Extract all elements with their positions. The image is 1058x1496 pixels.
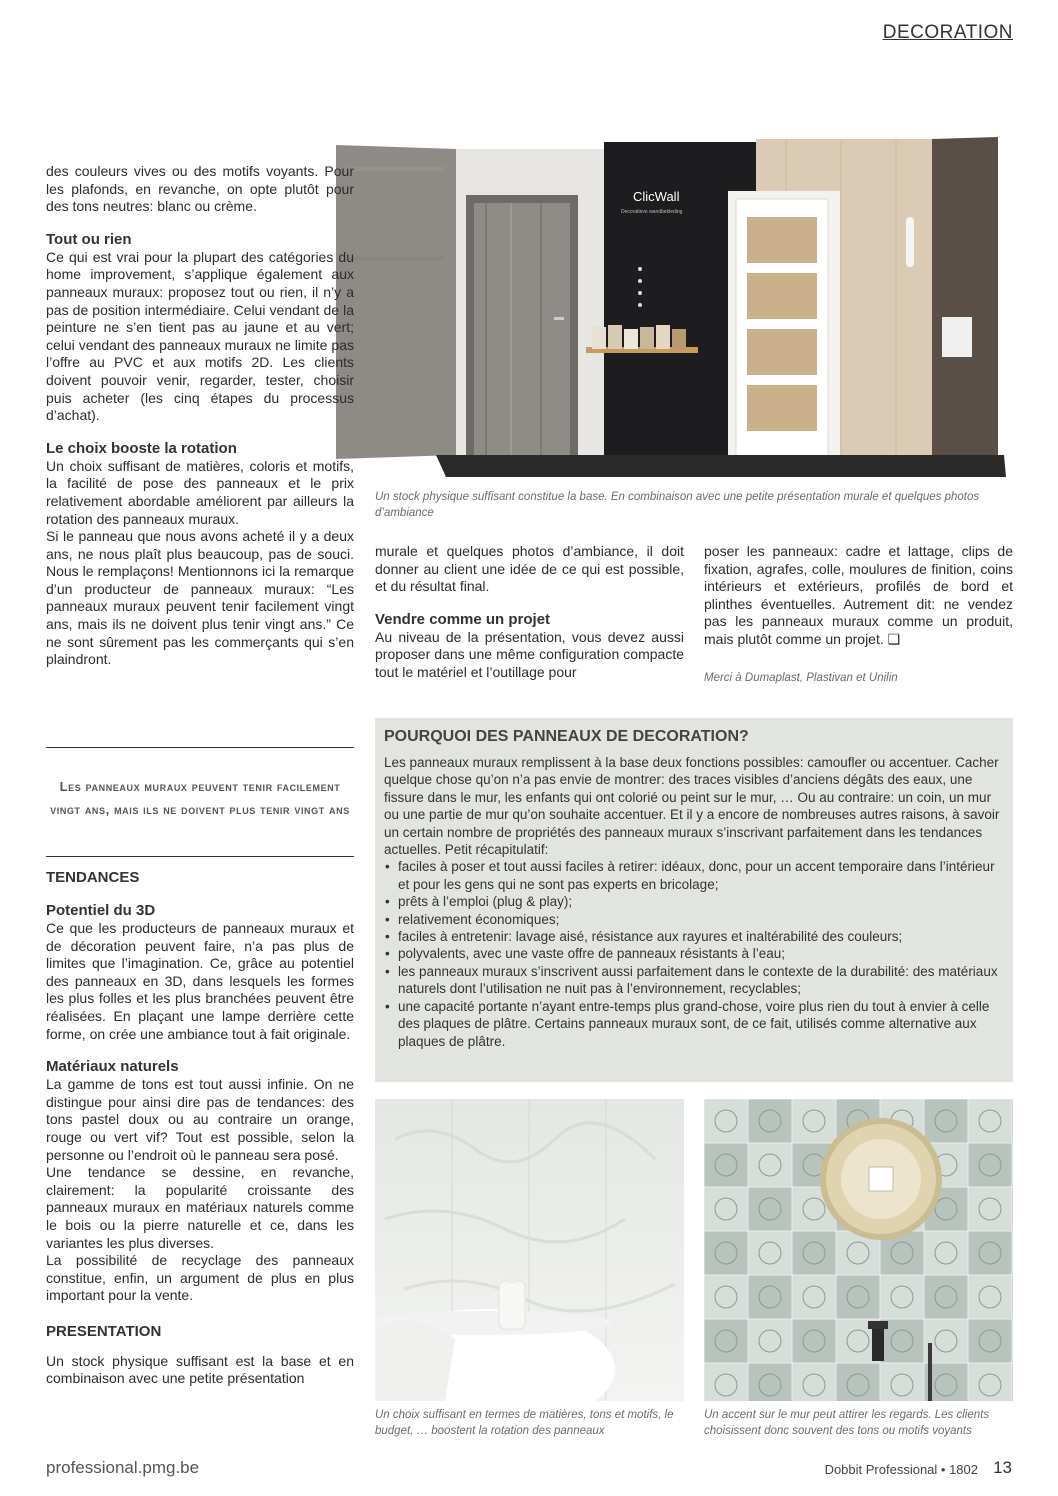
- paragraph-tout-ou-rien: Ce qui est vrai pour la plupart des catégories du home improvement, s’applique également aux panneaux muraux: proposez tout ou rien, il n’y a pas de position intermédiaire. Celui vendant de la peinture ne s’en tient pas au jaune et au vert; celui vendant des panneaux muraux ne limite pas l’offre au PVC et aux motifs 2D. Les clients doivent pouvoir venir, regarder, tester, choisir puis acheter (les cinq étapes du processus d’achat).: [46, 248, 354, 424]
- tiles-caption: Un accent sur le mur peut attirer les regards. Les clients choisissent donc souvent des tons ou motifs voyants: [704, 1409, 990, 1437]
- credit-line: Merci à Dumaplast, Plastivan et Unilin: [704, 672, 898, 684]
- list-item: • prêts à l’emploi (plug & play);: [384, 893, 1003, 910]
- heading-vendre-projet: Vendre comme un projet: [375, 610, 551, 628]
- list-item: • les panneaux muraux s’inscrivent aussi parfaitement dans le contexte de la durabilité: des matériaux naturels dont l’utilisation ne nuit pas à l’environnement, recyclables;: [384, 963, 1003, 998]
- left-column: [46, 163, 354, 669]
- intro-paragraph: des couleurs vives ou des motifs voyants. Pour les plafonds, en revanche, on opte plutôt pour des tons neutres: blanc ou crème.: [46, 163, 354, 215]
- paragraph-right-continued: poser les panneaux: cadre et lattage, clips de fixation, agrafes, colle, moulures de finition, coins intérieurs et extérieurs, profilés de bord et plinthes éventuelles. Autrement dit: ne vendez pas les panneaux muraux comme un produit, mais plutôt comme un projet. ❑: [704, 543, 1013, 647]
- heading-potentiel-3d: Potentiel du 3D: [46, 902, 156, 919]
- left-column-lower: [46, 851, 354, 1388]
- info-box-title: POURQUOI DES PANNEAUX DE DECORATION?: [384, 728, 749, 745]
- info-box: [375, 718, 1013, 1082]
- showroom-photo: [336, 137, 1006, 477]
- clicwall-logo-text: ClicWall: [633, 189, 680, 204]
- bathroom-caption: Un choix suffisant en termes de matières, tons et motifs, le budget, … boostent la rotation des panneaux: [375, 1409, 674, 1437]
- page-number: 13: [993, 1458, 1012, 1477]
- paragraph-presentation: Un stock physique suffisant est la base et en combinaison avec une petite présentation: [46, 1352, 354, 1387]
- pullquote-rule-top: [46, 747, 354, 748]
- info-box-list: [384, 858, 1003, 1049]
- list-item: • faciles à poser et tout aussi faciles à retirer: idéaux, donc, pour un accent temporaire dans l’intérieur et pour les gens qui ne sont pas experts en bricolage;: [384, 858, 1003, 893]
- section-tag: DECORATION: [882, 22, 1013, 43]
- list-item: • polyvalents, avec une vaste offre de panneaux résistants à l’eau;: [384, 945, 1003, 962]
- footer-url[interactable]: professional.pmg.be: [46, 1458, 200, 1477]
- list-item: • relativement économiques;: [384, 911, 1003, 928]
- paragraph-choix-2: Si le panneau que nous avons acheté il y a deux ans, ne nous plaît plus beaucoup, pas de souci. Nous le remplaçons! Mentionnons ici la remarque d’un producteur de panneaux muraux: “Les panneaux muraux peuvent tenir facilement vingt ans, mais ils ne doivent plus tenir vingt ans.” Ce ne sont sûrement pas les commerçants qui s’en plaindront.: [46, 528, 354, 668]
- info-box-intro: Les panneaux muraux remplissent à la base deux fonctions possibles: camoufler ou accentuer. Cacher quelque chose qu’on n’a pas envie de montrer: des traces visibles d’anciens dégâts des eaux, une fissure dans le mur, les enfants qui ont colorié ou peint sur le mur, … Ou au contraire: un coin, un mur ou une partie de mur qu’on souhaite accentuer. Et il y a encore de nombreuses autres raisons, à savoir un certain nombre de propriétés des panneaux muraux s’inscrivant parfaitement dans les tendances actuelles. Petit récapitulatif:: [384, 755, 1000, 858]
- footer-magazine: Dobbit Professional • 1802: [824, 1462, 978, 1477]
- bathroom-photo: [375, 1099, 684, 1401]
- clicwall-tagline: Decoratieve wandbekleding: [621, 209, 683, 215]
- heading-tendances: TENDANCES: [46, 869, 140, 886]
- paragraph-materiaux-2: Une tendance se dessine, en revanche, clairement: la popularité croissante des panneaux muraux en matériaux naturels comme le bois ou la pierre naturelle et ce, dans les variantes les plus diverses.: [46, 1164, 354, 1251]
- heading-presentation: PRESENTATION: [46, 1322, 162, 1340]
- paragraph-choix-1: Un choix suffisant de matières, coloris et motifs, la facilité de pose des panneaux et le prix relativement abordable améliorent par ailleurs la rotation des panneaux muraux.: [46, 457, 354, 527]
- paragraph-materiaux-3: La possibilité de recyclage des panneaux constitue, enfin, un argument de plus en plus important pour la vente.: [46, 1252, 354, 1304]
- heading-materiaux: Matériaux naturels: [46, 1058, 179, 1076]
- paragraph-materiaux-1: La gamme de tons est tout aussi infinie. On ne distingue pour ainsi dire pas de tendances: des tons pastel doux ou au contraire un orange, rouge ou vert vif? Tout est possible, selon la personne ou l’endroit où le panneau sera posé.: [46, 1076, 354, 1163]
- tiles-photo: [704, 1099, 1013, 1401]
- list-item: • faciles à entretenir: lavage aisé, résistance aux rayures et inaltérabilité des couleurs;: [384, 928, 1003, 945]
- paragraph-vendre-projet: Au niveau de la présentation, vous devez aussi proposer dans une même configuration compacte tout le matériel et l’outillage pour: [375, 628, 684, 680]
- showroom-caption: Un stock physique suffisant constitue la base. En combinaison avec une petite présentation murale et quelques photos d’ambiance: [375, 491, 980, 519]
- list-item: • une capacité portante n’ayant entre-temps plus grand-chose, voire plus rien du tout à envier à celle des plaques de plâtre. Certains panneaux muraux sont, de ce fait, utilisés comme alternative aux plaques de plâtre.: [384, 998, 1003, 1050]
- heading-choix: Le choix booste la rotation: [46, 439, 237, 457]
- pullquote: Les panneaux muraux peuvent tenir facilement vingt ans, mais ils ne doivent plus tenir vingt ans: [50, 779, 350, 817]
- middle-column: [375, 543, 684, 682]
- paragraph-potentiel-3d: Ce que les producteurs de panneaux muraux et de décoration peuvent faire, n’a pas plus de limites que l’imagination. Ce, grâce au potentiel des panneaux en 3D, dans lesquels les formes les plus folles et les plus branchées peuvent être réalisées. En plaçant une lampe derrière cette forme, on crée une ambiance tout à fait originale.: [46, 920, 354, 1042]
- heading-tout-ou-rien: Tout ou rien: [46, 230, 132, 248]
- right-column: [704, 543, 1013, 649]
- paragraph-mid-continued: murale et quelques photos d’ambiance, il doit donner au client une idée de ce qui est possible, et du résultat final.: [375, 543, 684, 595]
